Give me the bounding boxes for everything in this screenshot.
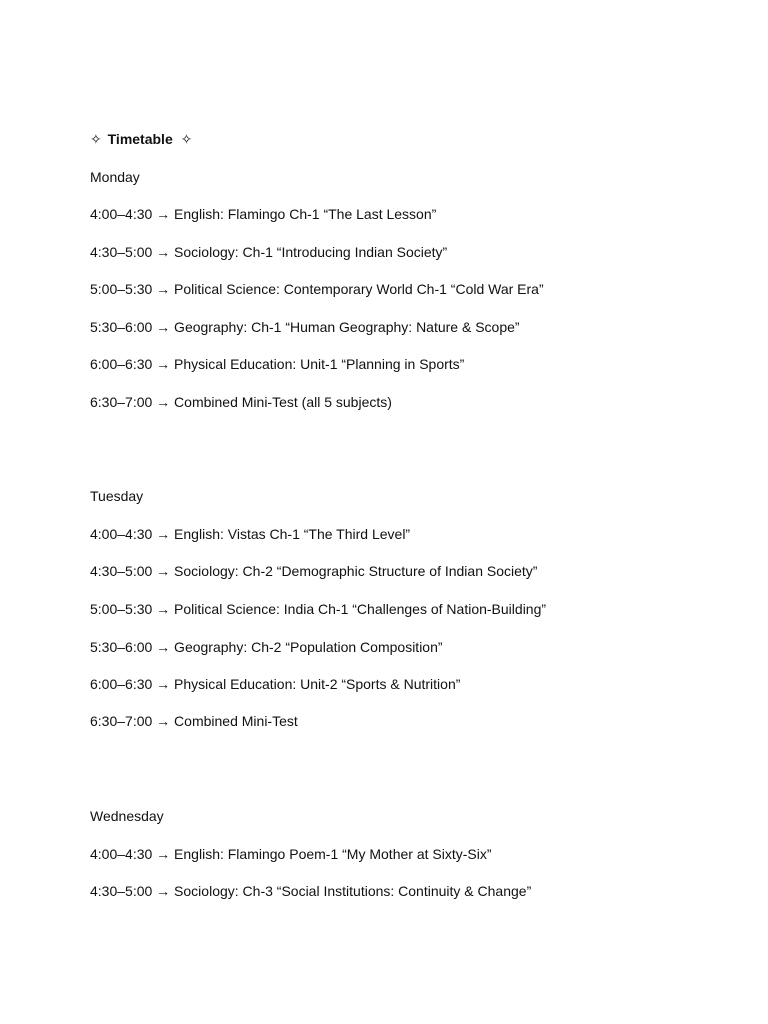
page-title: Timetable <box>107 131 173 147</box>
schedule-entry: 6:30–7:00 → Combined Mini-Test (all 5 subjects) <box>90 394 392 410</box>
day-heading-wednesday: Wednesday <box>90 808 164 824</box>
timetable-heading <box>90 130 192 148</box>
schedule-entry: 6:00–6:30 → Physical Education: Unit-2 “Sports & Nutrition” <box>90 676 461 692</box>
schedule-entry: 4:00–4:30 → English: Flamingo Ch-1 “The Last Lesson” <box>90 206 437 222</box>
sparkle-icon: ✧ <box>90 131 102 147</box>
schedule-entry: 4:00–4:30 → English: Flamingo Poem-1 “My Mother at Sixty-Six” <box>90 846 492 862</box>
schedule-entry: 5:00–5:30 → Political Science: Contemporary World Ch-1 “Cold War Era” <box>90 281 544 297</box>
sparkle-icon: ✧ <box>180 131 193 147</box>
day-heading-monday: Monday <box>90 169 140 185</box>
schedule-entry: 4:30–5:00 → Sociology: Ch-1 “Introducing Indian Society” <box>90 244 448 260</box>
schedule-entry: 5:30–6:00 → Geography: Ch-2 “Population Composition” <box>90 639 443 655</box>
schedule-entry: 4:30–5:00 → Sociology: Ch-2 “Demographic Structure of Indian Society” <box>90 563 538 579</box>
day-heading-tuesday: Tuesday <box>90 488 144 504</box>
schedule-entry: 4:00–4:30 → English: Vistas Ch-1 “The Third Level” <box>90 526 411 542</box>
schedule-entry: 6:30–7:00 → Combined Mini-Test <box>90 713 298 729</box>
schedule-entry: 6:00–6:30 → Physical Education: Unit-1 “Planning in Sports” <box>90 356 465 372</box>
schedule-entry: 5:30–6:00 → Geography: Ch-1 “Human Geography: Nature & Scope” <box>90 319 520 335</box>
schedule-entry: 5:00–5:30 → Political Science: India Ch-1 “Challenges of Nation-Building” <box>90 601 547 617</box>
schedule-entry: 4:30–5:00 → Sociology: Ch-3 “Social Institutions: Continuity & Change” <box>90 883 532 899</box>
